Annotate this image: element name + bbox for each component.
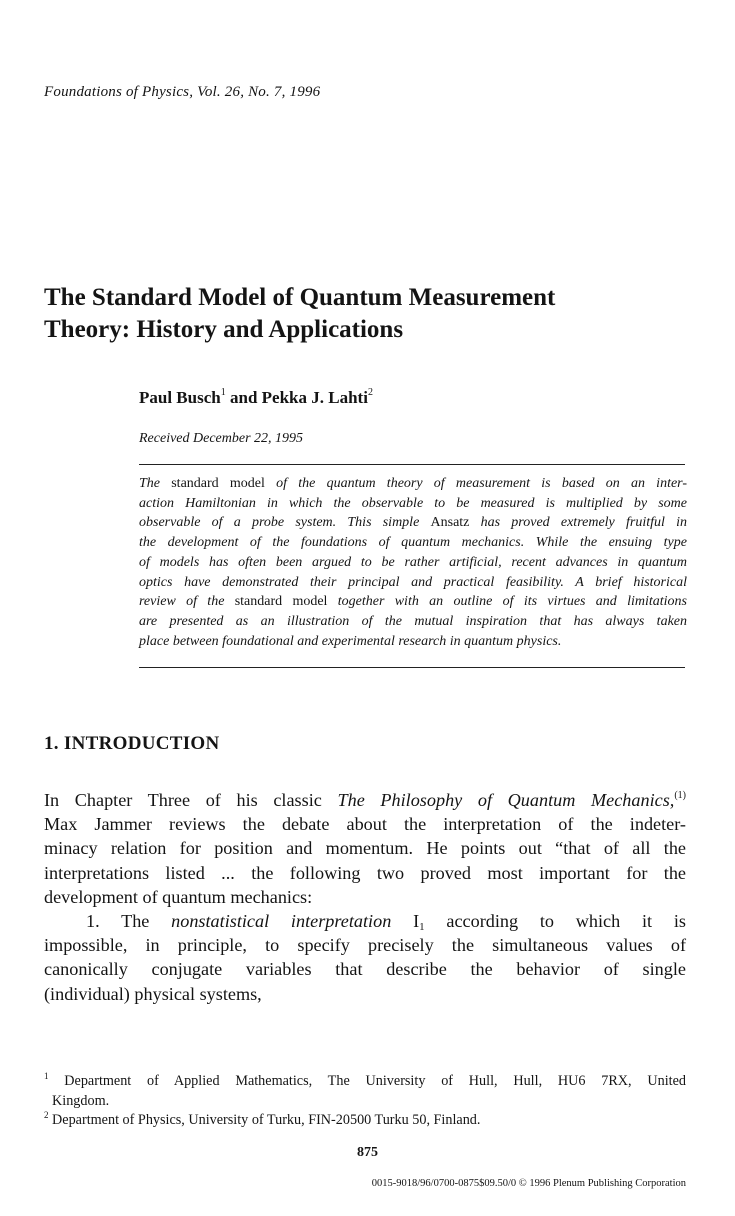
abstract-text: Ansatz <box>430 515 470 531</box>
abstract-line <box>139 513 687 533</box>
body-line <box>44 788 686 812</box>
paper-title <box>44 282 704 346</box>
body-line: Max Jammer reviews the debate about the interpretation of the indeter- <box>44 814 686 835</box>
author-name: Paul Busch <box>139 388 221 407</box>
body-text-run: I <box>391 911 420 932</box>
abstract-line: of models has often been argued to be rather artificial, recent advances in quantum <box>139 554 687 570</box>
footnote-text: Department of Physics, University of Turku, FIN-20500 Turku 50, Finland. <box>48 1112 481 1128</box>
citation-mark: (1) <box>674 790 686 801</box>
abstract-line <box>139 474 687 494</box>
body-line: (individual) physical systems, <box>44 983 262 1004</box>
page-number: 875 <box>357 1145 378 1160</box>
abstract-text: standard model <box>171 476 277 491</box>
footnote-mark: 1 <box>44 1071 49 1081</box>
affiliation-mark: 2 <box>367 387 373 398</box>
footnote-text: Department of Applied Mathematics, The University of Hull, Hull, HU6 7RX, United <box>48 1073 686 1089</box>
body-line: interpretations listed ... the following two proved most important for the <box>44 862 686 883</box>
abstract-line: place between foundational and experimental research in quantum physics. <box>139 633 562 649</box>
term-emphasis: nonstatistical interpretation <box>171 911 392 932</box>
received-date: Received December 22, 1995 <box>139 431 304 446</box>
copyright-line: 0015-9018/96/0700-0875$09.50/0 © 1996 Plenum Publishing Corporation <box>371 1178 686 1189</box>
abstract-text: The <box>139 476 172 491</box>
abstract-top-rule <box>139 464 685 465</box>
body-line <box>44 909 686 933</box>
body-line: impossible, in principle, to specify precisely the simultaneous values of <box>44 935 686 956</box>
body-text-run: In Chapter Three of his classic <box>44 790 338 810</box>
abstract-text: review of the <box>139 594 235 610</box>
footnote-line <box>44 1072 686 1092</box>
journal-citation: Foundations of Physics, Vol. 26, No. 7, 1996 <box>44 84 321 100</box>
book-title: The Philosophy of Quantum Mechanics, <box>337 790 675 810</box>
title-line-2: Theory: History and Applications <box>44 316 404 343</box>
abstract-text: has proved extremely fruitful in <box>469 515 687 531</box>
abstract-text: observable of a probe system. This simple <box>139 515 431 531</box>
abstract-line: are presented as an illustration of the mutual inspiration that has always taken <box>139 613 687 629</box>
body-line: canonically conjugate variables that describe the behavior of single <box>44 959 686 980</box>
subscript: 1 <box>419 921 425 934</box>
abstract-text: standard model <box>234 594 328 610</box>
body-text-run: according to which it is <box>424 911 687 932</box>
abstract-line: optics have demonstrated their principal and practical feasibility. A brief historical <box>139 574 687 590</box>
author-name: Pekka J. Lahti <box>261 388 368 407</box>
footnotes <box>44 1072 686 1131</box>
abstract-text: of the quantum theory of measurement is based on an inter- <box>276 476 688 491</box>
author-list <box>139 388 373 408</box>
body-text-run: 1. The <box>86 911 172 932</box>
footnote-line: Kingdom. <box>52 1092 110 1109</box>
author-connector: and <box>225 388 262 407</box>
abstract-line: the development of the foundations of quantum mechanics. While the ensuing type <box>139 535 687 551</box>
footnote-line <box>44 1111 686 1131</box>
body-line: minacy relation for position and momentum. He points out “that of all the <box>44 838 686 859</box>
section-heading: 1. INTRODUCTION <box>44 733 220 754</box>
body-text <box>44 788 686 1006</box>
title-line-1: The Standard Model of Quantum Measurement <box>44 284 556 311</box>
abstract <box>139 474 687 651</box>
abstract-line <box>139 592 687 612</box>
abstract-bottom-rule <box>139 667 685 668</box>
footnote-mark: 2 <box>44 1110 49 1120</box>
affiliation-mark: 1 <box>220 387 226 398</box>
body-line: development of quantum mechanics: <box>44 886 313 907</box>
abstract-text: together with an outline of its virtues and limitations <box>327 594 687 610</box>
abstract-line: action Hamiltonian in which the observable to be measured is multiplied by some <box>139 495 687 511</box>
